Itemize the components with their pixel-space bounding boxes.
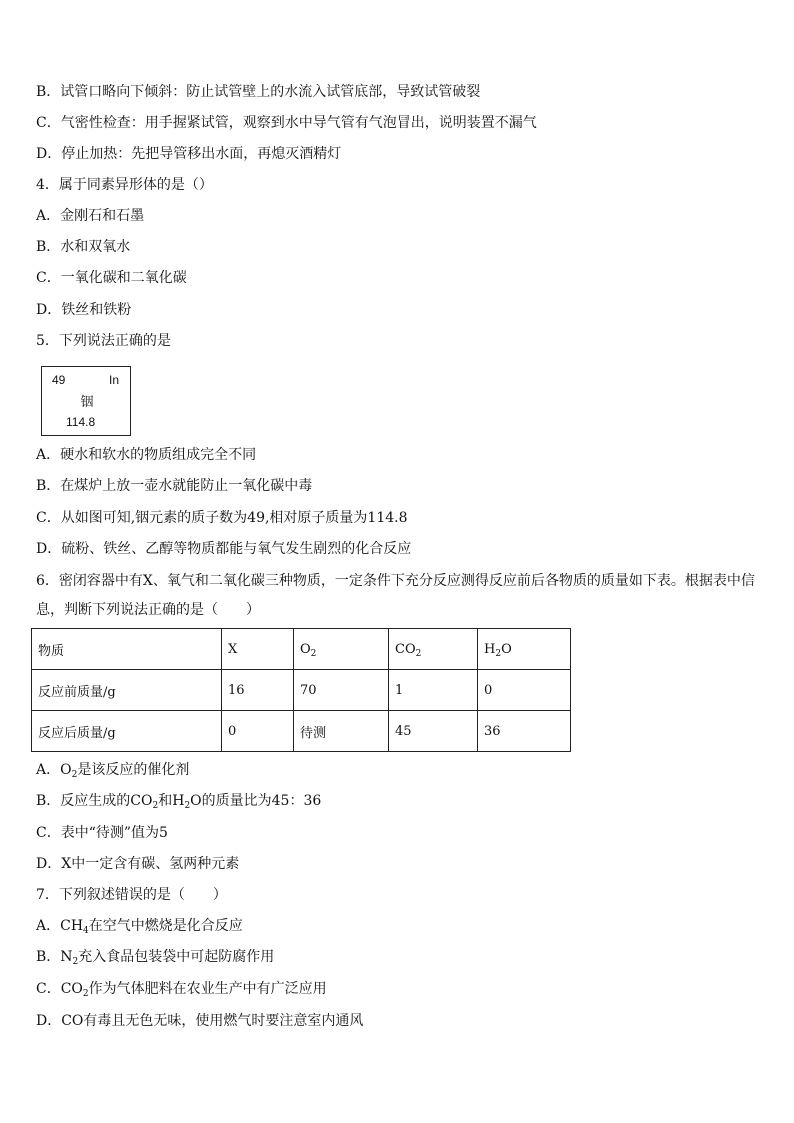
- q3-option-c: C．气密性检查：用手握紧试管，观察到水中导气管有气泡冒出，说明装置不漏气: [36, 115, 537, 131]
- q4-option-a: A．金刚石和石墨: [36, 208, 145, 224]
- table-cell: X: [222, 629, 294, 670]
- table-cell: 16: [222, 670, 294, 711]
- q3-option-b: B．试管口略向下倾斜：防止试管壁上的水流入试管底部，导致试管破裂: [36, 84, 481, 100]
- table-cell: $H_2O$: [478, 629, 571, 670]
- table-cell: 70: [294, 670, 389, 711]
- q4-option-d: D．铁丝和铁粉: [36, 302, 132, 318]
- table-cell: $CO_2$: [389, 629, 478, 670]
- q6-stem-line1: 6．密闭容器中有X、氧气和二氧化碳三种物质，一定条件下充分反应测得反应前后各物质的质量如下表。根据表中信: [36, 573, 755, 589]
- q7-option-c: C．$CO_2$作为气体肥料在农业生产中有广泛应用: [36, 981, 327, 999]
- atomic-number: 49: [52, 373, 66, 387]
- table-cell: 0: [222, 711, 294, 752]
- q6-option-b: B．反应生成的$CO_2$和$H_2O$的质量比为45：36: [36, 793, 322, 811]
- table-cell: $O_2$: [294, 629, 389, 670]
- element-card-indium: [41, 366, 131, 436]
- table-cell: 反应后质量/g: [32, 711, 222, 752]
- q7-option-d: D．CO有毒且无色无味，使用燃气时要注意室内通风: [36, 1013, 364, 1029]
- q4-option-b: B．水和双氧水: [36, 239, 131, 255]
- table-cell: 待测: [294, 711, 389, 752]
- table-cell: 0: [478, 670, 571, 711]
- q4-stem: 4．属于同素异形体的是（）: [36, 177, 213, 193]
- table-cell: 36: [478, 711, 571, 752]
- table-cell: 反应前质量/g: [32, 670, 222, 711]
- atomic-mass: 114.8: [66, 415, 96, 429]
- q6-option-c: C．表中“待测”值为5: [36, 825, 168, 841]
- q5-option-a: A．硬水和软水的物质组成完全不同: [36, 447, 257, 463]
- q3-option-d: D．停止加热：先把导管移出水面，再熄灭酒精灯: [36, 146, 342, 162]
- q6-stem-line2: 息，判断下列说法正确的是（ ）: [36, 602, 260, 618]
- q7-option-b: B．$N_2$充入食品包装袋中可起防腐作用: [36, 949, 275, 967]
- table-cell: 1: [389, 670, 478, 711]
- q6-option-d: D．X中一定含有碳、氢两种元素: [36, 856, 240, 872]
- q5-option-c: C．从如图可知,铟元素的质子数为49,相对原子质量为114.8: [36, 510, 408, 526]
- table-header-row: [32, 629, 571, 670]
- table-row: [32, 670, 571, 711]
- q4-option-c: C．一氧化碳和二氧化碳: [36, 270, 187, 286]
- q7-stem: 7．下列叙述错误的是（ ）: [36, 887, 227, 903]
- table-cell: 物质: [32, 629, 222, 670]
- q5-option-d: D．硫粉、铁丝、乙醇等物质都能与氧气发生剧烈的化合反应: [36, 541, 412, 557]
- table-cell: 45: [389, 711, 478, 752]
- q6-option-a: A．$O_2$是该反应的催化剂: [36, 762, 190, 780]
- element-symbol: In: [109, 373, 120, 387]
- q5-option-b: B．在煤炉上放一壶水就能防止一氧化碳中毒: [36, 478, 313, 494]
- q7-option-a: A．$CH_4$在空气中燃烧是化合反应: [36, 918, 243, 936]
- q5-stem: 5．下列说法正确的是: [36, 333, 171, 349]
- element-name: 铟: [80, 394, 94, 409]
- table-row: [32, 711, 571, 752]
- mass-table: [31, 628, 571, 752]
